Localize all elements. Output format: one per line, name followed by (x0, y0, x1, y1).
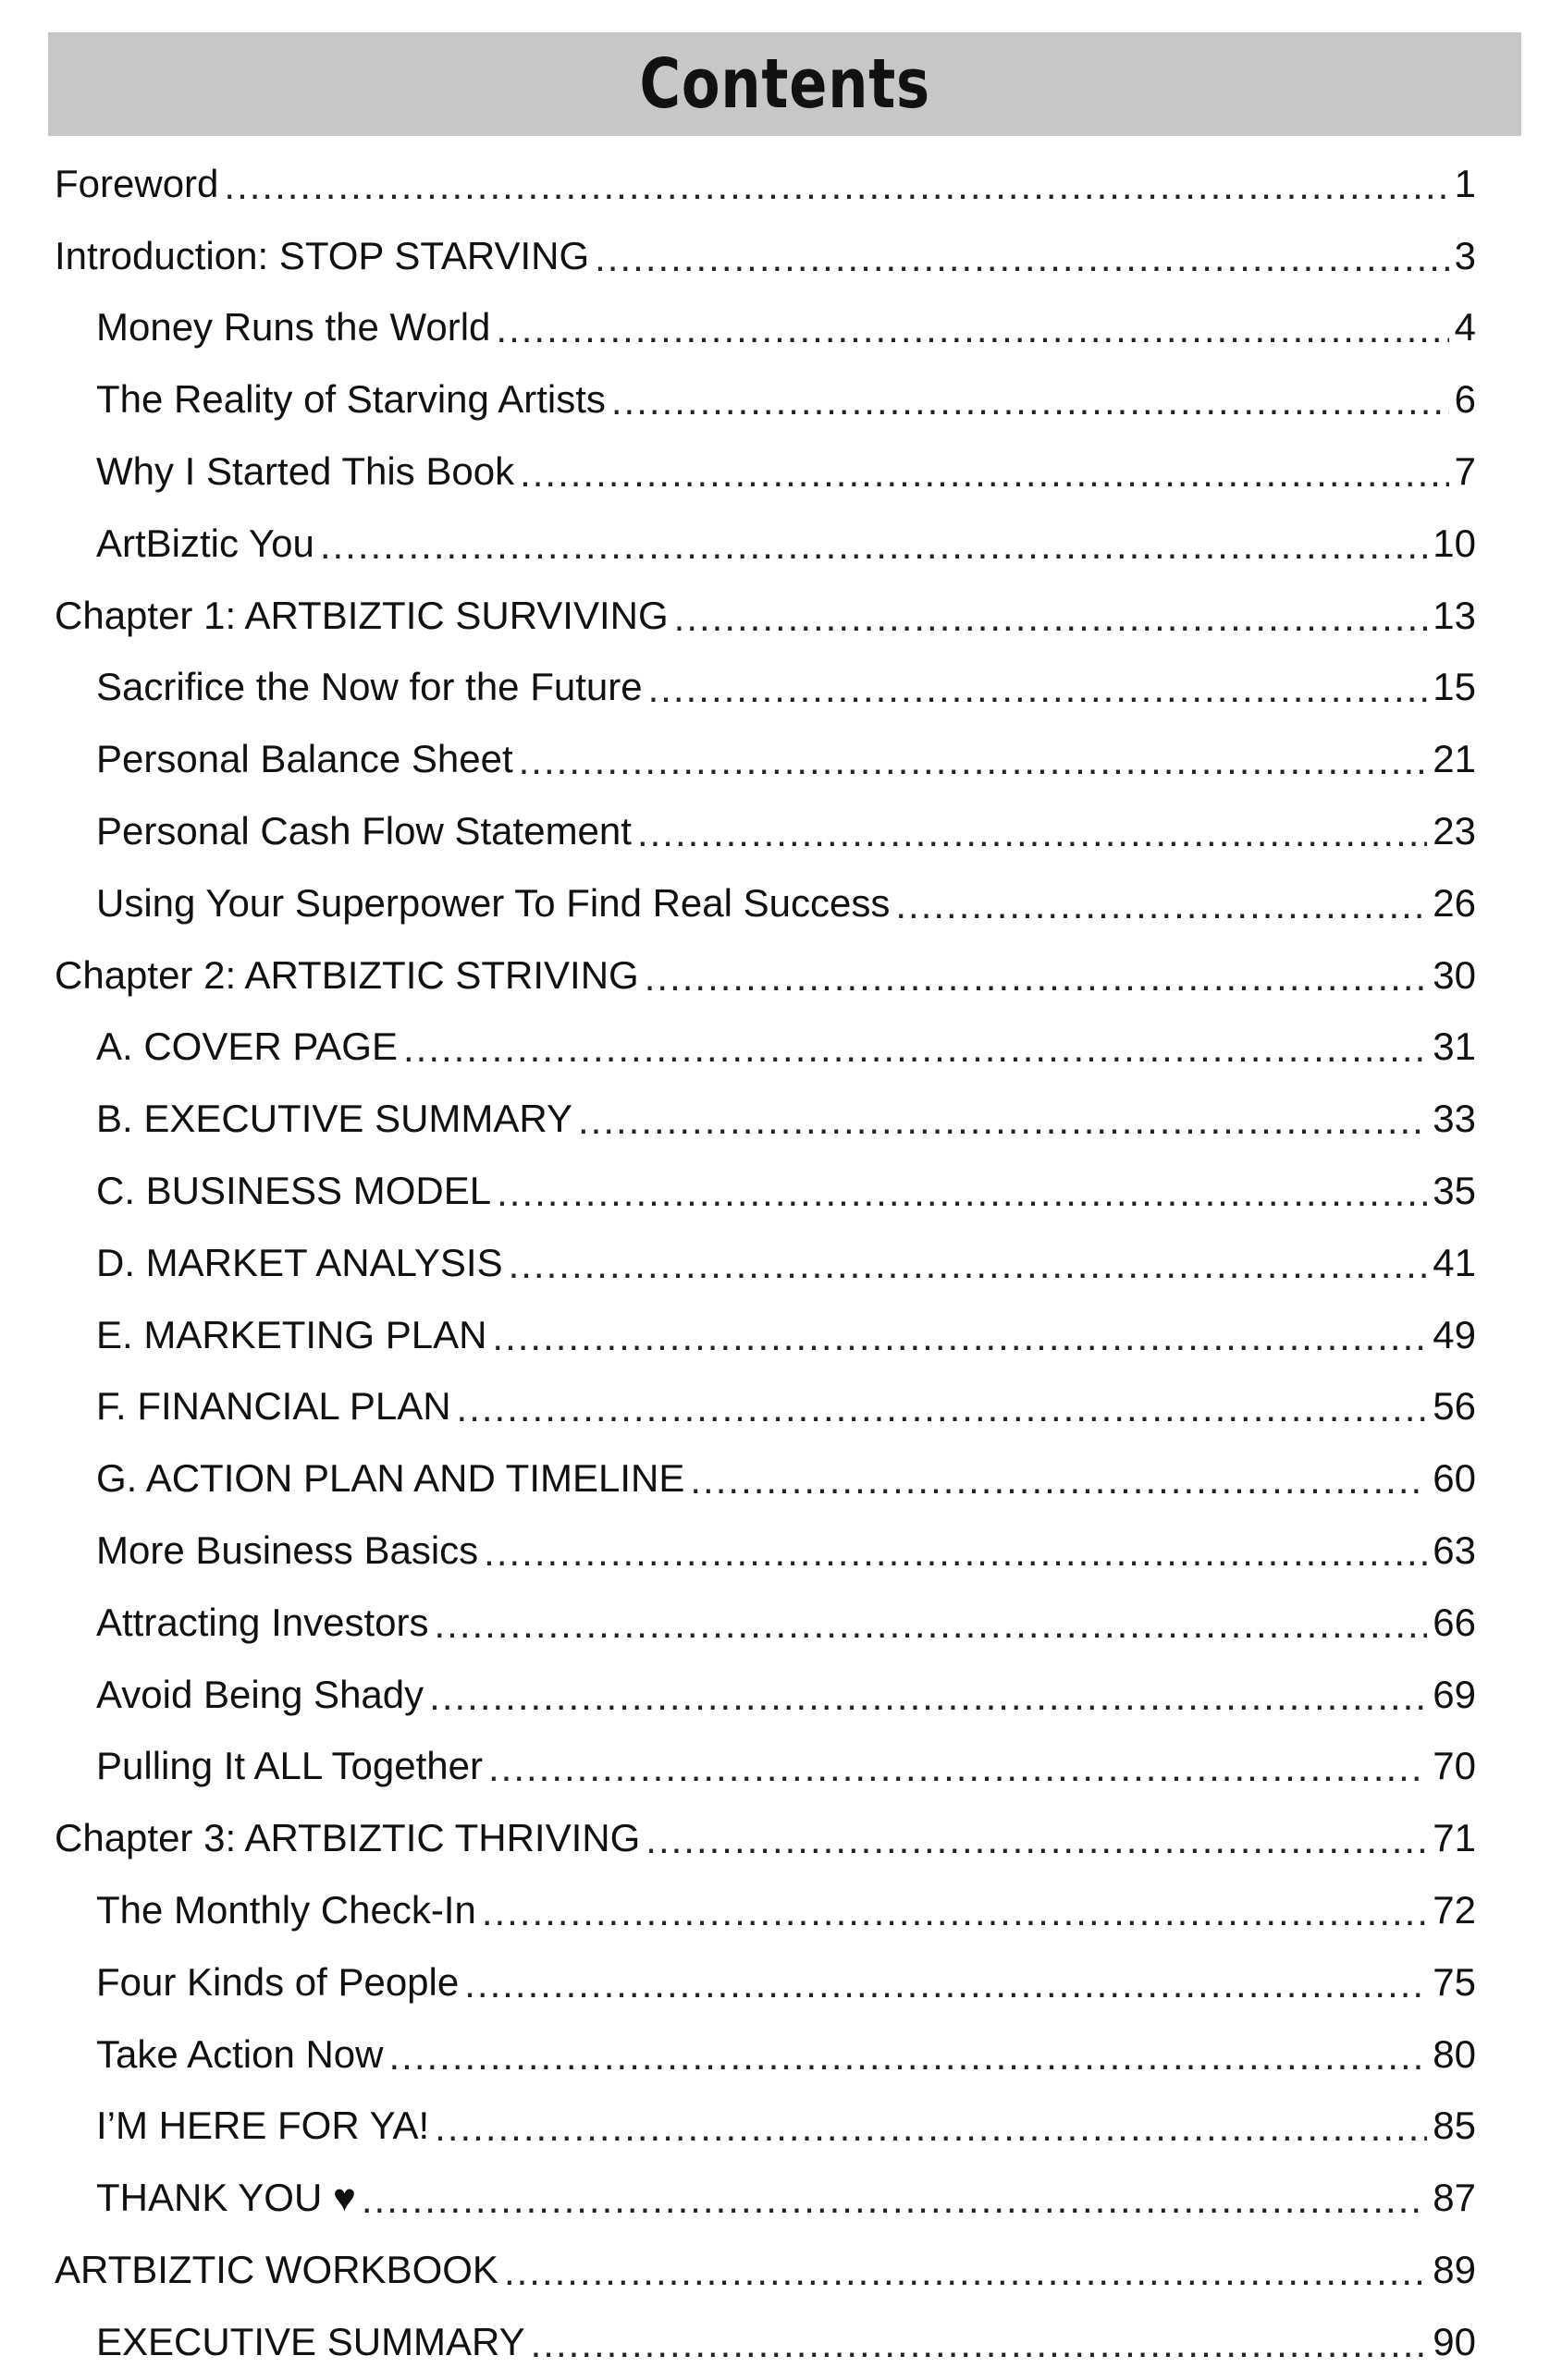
toc-page-number: 63 (1433, 1528, 1476, 1573)
dot-leader (645, 955, 1428, 1000)
dot-leader (464, 1962, 1427, 2006)
dot-leader (457, 1386, 1428, 1430)
dot-leader (646, 1818, 1427, 1862)
dot-leader (435, 2105, 1427, 2150)
dot-leader (497, 1171, 1427, 1215)
toc-page-number: 26 (1433, 880, 1476, 925)
dot-leader (519, 739, 1428, 783)
toc-entry-title: Attracting Investors (96, 1600, 429, 1644)
dot-leader (403, 1026, 1427, 1071)
contents-header-bar (48, 32, 1521, 136)
toc-subentry[interactable] (55, 2018, 1476, 2091)
toc-page-number: 35 (1433, 1169, 1476, 1213)
toc-subentry[interactable] (55, 2306, 1476, 2378)
toc-entry-title: A. COVER PAGE (96, 1024, 398, 1069)
toc-entry[interactable] (55, 939, 1476, 1012)
toc-entry-title: ARTBIZTIC WORKBOOK (55, 2248, 498, 2291)
toc-entry[interactable] (55, 580, 1476, 652)
toc-subentry[interactable] (55, 1299, 1476, 1371)
toc-page-number: 56 (1433, 1384, 1476, 1429)
toc-page-number: 71 (1433, 1816, 1476, 1860)
dot-leader (320, 523, 1427, 568)
dot-leader (504, 2250, 1427, 2294)
toc-page-number: 41 (1433, 1240, 1476, 1284)
toc-subentry[interactable] (55, 1012, 1476, 1084)
toc-entry-title: F. FINANCIAL PLAN (96, 1384, 451, 1429)
toc-entry-title: Avoid Being Shady (96, 1672, 424, 1716)
toc-page-number: 66 (1433, 1600, 1476, 1644)
toc-entry-title: Personal Balance Sheet (96, 737, 513, 781)
toc-entry-title: The Monthly Check-In (96, 1888, 476, 1932)
toc-entry[interactable] (55, 148, 1476, 220)
toc-entry-title: E. MARKETING PLAN (96, 1312, 487, 1356)
toc-entry[interactable] (55, 1802, 1476, 1874)
toc-page-number: 90 (1433, 2319, 1476, 2363)
toc-entry-title: EXECUTIVE SUMMARY (96, 2319, 525, 2363)
toc-entry-title: Four Kinds of People (96, 1959, 460, 2004)
table-of-contents (55, 148, 1476, 2378)
dot-leader (389, 2034, 1428, 2079)
toc-entry-title: ArtBiztic You (96, 521, 314, 565)
toc-entry-title: Chapter 1: ARTBIZTIC SURVIVING (55, 593, 669, 637)
toc-subentry[interactable] (55, 1659, 1476, 1731)
toc-subentry[interactable] (55, 1227, 1476, 1299)
dot-leader (690, 1458, 1427, 1503)
toc-entry-title: Using Your Superpower To Find Real Success (96, 880, 891, 925)
toc-subentry[interactable] (55, 2162, 1476, 2234)
toc-page-number: 70 (1433, 1744, 1476, 1788)
toc-page-number: 21 (1433, 737, 1476, 781)
toc-subentry[interactable] (55, 2091, 1476, 2163)
dot-leader (509, 1243, 1428, 1287)
toc-subentry[interactable] (55, 1587, 1476, 1659)
dot-leader (484, 1530, 1427, 1575)
toc-entry-title: Chapter 2: ARTBIZTIC STRIVING (55, 952, 639, 997)
toc-page-number: 87 (1433, 2176, 1476, 2220)
toc-entry-title: Chapter 3: ARTBIZTIC THRIVING (55, 1816, 641, 1860)
toc-page-number: 13 (1433, 593, 1476, 637)
toc-page-number: 69 (1433, 1672, 1476, 1716)
toc-entry-title: More Business Basics (96, 1528, 479, 1573)
toc-page-number: 72 (1433, 1888, 1476, 1932)
toc-entry-title: Introduction: STOP STARVING (55, 233, 590, 277)
toc-entry-title: G. ACTION PLAN AND TIMELINE (96, 1456, 685, 1501)
toc-page-number: 89 (1433, 2248, 1476, 2291)
toc-entry[interactable] (55, 220, 1476, 292)
toc-subentry[interactable] (55, 1155, 1476, 1227)
toc-page-number: 10 (1433, 521, 1476, 565)
toc-entry-title: Personal Cash Flow Statement (96, 809, 632, 853)
toc-subentry[interactable] (55, 1946, 1476, 2018)
toc-entry-title: Pulling It ALL Together (96, 1744, 483, 1788)
dot-leader (578, 1098, 1427, 1143)
toc-entry-title: B. EXECUTIVE SUMMARY (96, 1097, 572, 1141)
toc-subentry[interactable] (55, 1442, 1476, 1515)
toc-entry-title: C. BUSINESS MODEL (96, 1169, 492, 1213)
toc-subentry[interactable] (55, 652, 1476, 724)
toc-page-number: 1 (1454, 161, 1476, 205)
toc-entry-title: Take Action Now (96, 2031, 384, 2076)
toc-page-number: 85 (1433, 2104, 1476, 2148)
toc-subentry[interactable] (55, 1083, 1476, 1155)
dot-leader (531, 2322, 1428, 2366)
toc-entry-title: Money Runs the World (96, 305, 491, 350)
dot-leader (674, 595, 1428, 640)
toc-page-number: 15 (1433, 665, 1476, 709)
toc-page-number: 80 (1433, 2031, 1476, 2076)
toc-subentry[interactable] (55, 292, 1476, 364)
toc-entry-title: I’M HERE FOR YA! (96, 2104, 430, 2148)
toc-subentry[interactable] (55, 436, 1476, 508)
toc-page-number: 3 (1454, 233, 1476, 277)
dot-leader (611, 379, 1449, 423)
toc-page-number: 75 (1433, 1959, 1476, 2004)
toc-page-number: 30 (1433, 952, 1476, 997)
dot-leader (648, 667, 1428, 711)
toc-subentry[interactable] (55, 723, 1476, 795)
dot-leader (895, 883, 1427, 927)
toc-subentry[interactable] (55, 1371, 1476, 1443)
page-title: Contents (639, 44, 930, 124)
toc-page-number: 31 (1433, 1024, 1476, 1069)
dot-leader (637, 811, 1427, 855)
toc-page-number: 23 (1433, 809, 1476, 853)
dot-leader (482, 1890, 1427, 1934)
toc-page-number: 49 (1433, 1312, 1476, 1356)
toc-subentry[interactable] (55, 1731, 1476, 1803)
dot-leader (224, 164, 1448, 208)
toc-page-number: 6 (1454, 377, 1476, 422)
dot-leader (362, 2178, 1427, 2222)
toc-page-number: 33 (1433, 1097, 1476, 1141)
toc-subentry[interactable] (55, 363, 1476, 436)
dot-leader (496, 307, 1448, 351)
toc-subentry[interactable] (55, 508, 1476, 580)
toc-entry-title: Sacrifice the Now for the Future (96, 665, 643, 709)
toc-page-number: 60 (1433, 1456, 1476, 1501)
toc-subentry[interactable] (55, 795, 1476, 867)
dot-leader (595, 236, 1449, 280)
dot-leader (492, 1315, 1427, 1359)
dot-leader (520, 451, 1449, 496)
toc-subentry[interactable] (55, 867, 1476, 939)
dot-leader (429, 1675, 1427, 1719)
toc-entry-title: Foreword (55, 161, 219, 205)
toc-entry-title: Why I Started This Book (96, 449, 515, 494)
toc-subentry[interactable] (55, 1515, 1476, 1587)
dot-leader (434, 1602, 1427, 1647)
toc-entry[interactable] (55, 2234, 1476, 2306)
toc-entry-title: THANK YOU ♥ (96, 2176, 356, 2220)
toc-entry-title: The Reality of Starving Artists (96, 377, 606, 422)
toc-entry-title: D. MARKET ANALYSIS (96, 1240, 503, 1284)
toc-page-number: 4 (1454, 305, 1476, 350)
dot-leader (488, 1746, 1427, 1790)
toc-subentry[interactable] (55, 1874, 1476, 1946)
toc-page-number: 7 (1454, 449, 1476, 494)
